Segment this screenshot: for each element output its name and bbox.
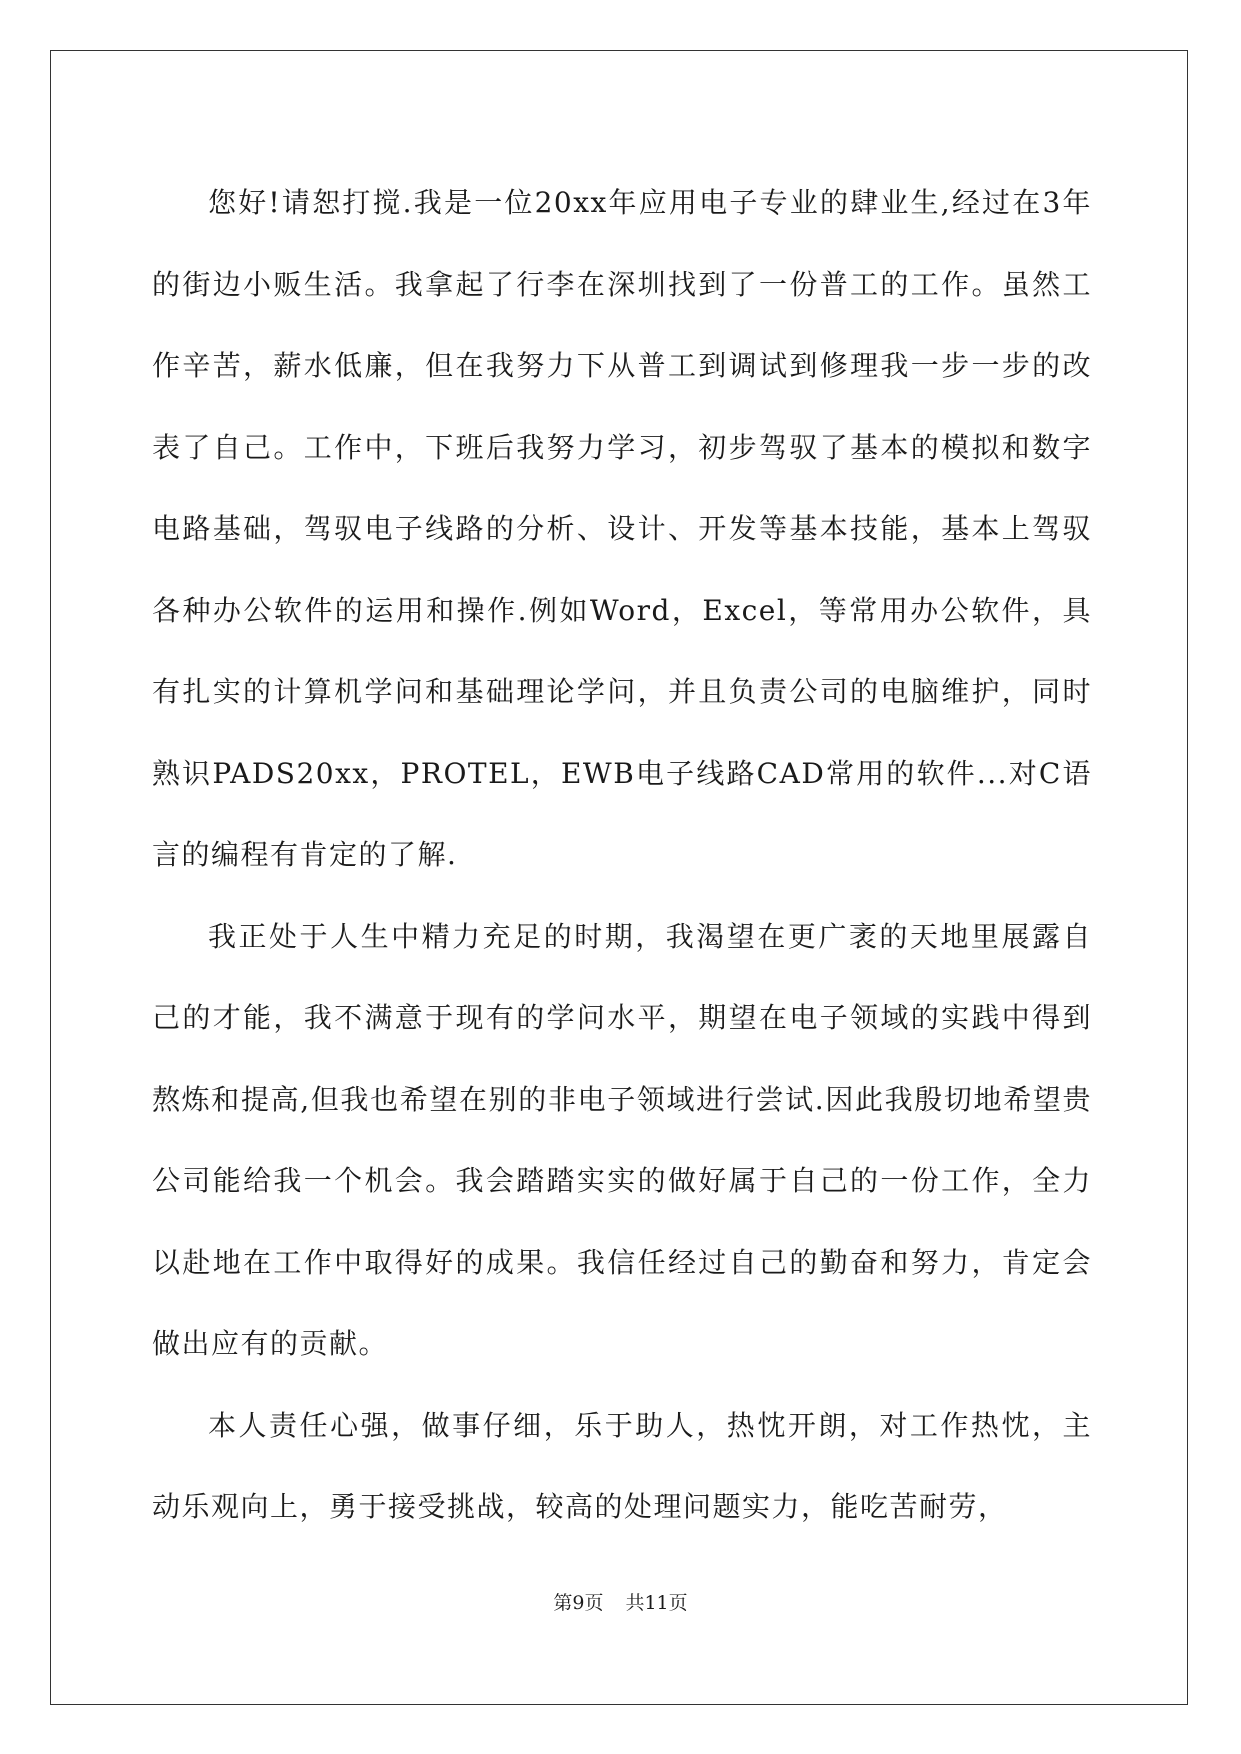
paragraph-3: 本人责任心强，做事仔细，乐于助人，热忱开朗，对工作热忱，主动乐观向上，勇于接受挑战，较高的处理问题实力，能吃苦耐劳，	[152, 1408, 1092, 1523]
paragraph-2: 我正处于人生中精力充足的时期，我渴望在更广袤的天地里展露自己的才能，我不满意于现有的学问水平，期望在电子领域的实践中得到熬炼和提高,但我也希望在别的非电子领域进行尝试.因此我殷切地希望贵公司能给我一个机会。我会踏踏实实的做好属于自己的一份工作，全力以赴地在工作中取得好的成果。我信任经过自己的勤奋和努力，肯定会做出应有的贡献。	[152, 919, 1092, 1360]
page-footer	[0, 1588, 1241, 1615]
page-number-current: 第9页	[553, 1592, 604, 1614]
paragraph-1: 您好!请恕打搅.我是一位20xx年应用电子专业的肆业生,经过在3年的街边小贩生活。我拿起了行李在深圳找到了一份普工的工作。虽然工作辛苦，薪水低廉，但在我努力下从普工到调试到修理我一步一步的改表了自己。工作中，下班后我努力学习，初步驾驭了基本的模拟和数字电路基础，驾驭电子线路的分析、设计、开发等基本技能，基本上驾驭各种办公软件的运用和操作.例如Word，Excel，等常用办公软件，具有扎实的计算机学问和基础理论学问，并且负责公司的电脑维护，同时熟识PADS20xx，PROTEL，EWB电子线路CAD常用的软件...对C语言的编程有肯定的了解.	[152, 186, 1092, 871]
page-number-total: 共11页	[625, 1592, 688, 1614]
document-body	[152, 162, 1092, 1548]
